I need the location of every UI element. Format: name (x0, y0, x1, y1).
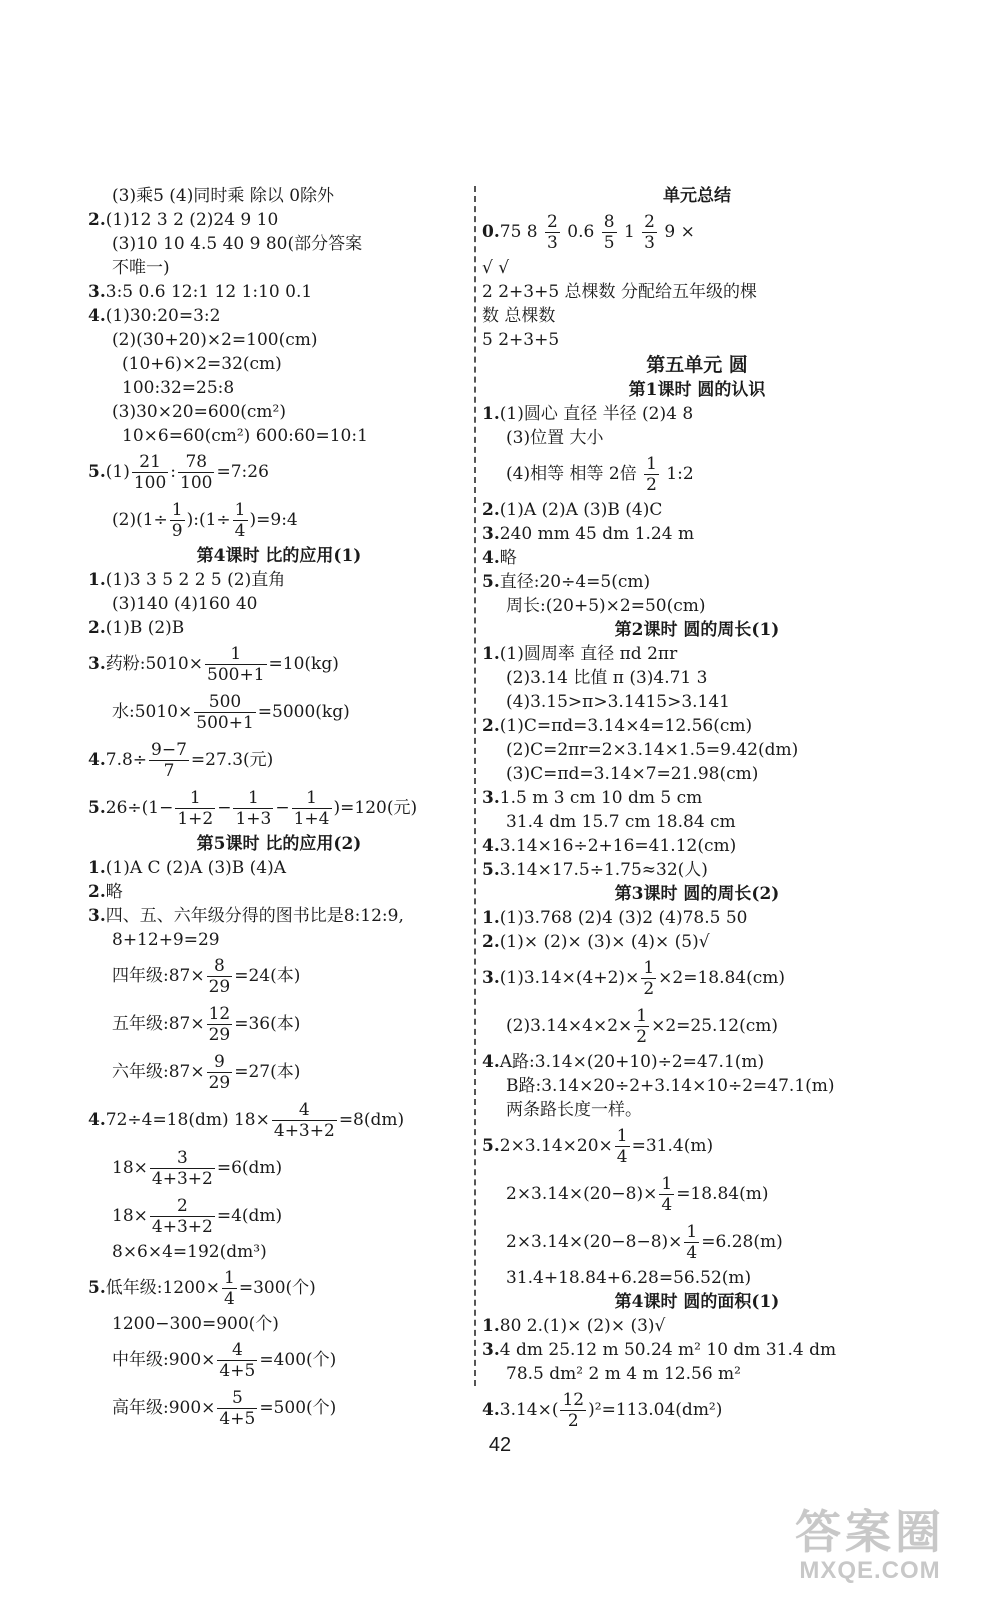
answer-line: 不唯一) (112, 258, 170, 278)
item-number: 0. (482, 222, 500, 242)
answer-line (88, 736, 470, 784)
fraction (644, 454, 659, 495)
answer-line: 2.(1)12 3 2 (2)24 9 10 (88, 210, 279, 230)
numerator: 9 (207, 1052, 233, 1073)
text: =6(dm) (216, 1158, 283, 1178)
item-number: 4. (88, 750, 106, 770)
item-number: 1. (482, 1316, 500, 1336)
text: 4.3.14×( (482, 1400, 559, 1420)
denominator: 100 (180, 473, 213, 493)
answer-line: 78.5 dm² 2 m 4 m 12.56 m² (506, 1364, 741, 1384)
fraction (560, 1390, 586, 1431)
fraction (149, 740, 189, 781)
page-number: 42 (488, 1434, 512, 1456)
text: ×2=25.12(cm) (651, 1016, 779, 1036)
answer-line: 4.3.14×16÷2+16=41.12(cm) (482, 836, 737, 856)
answer-line: 3.4 dm 25.12 m 50.24 m² 10 dm 31.4 dm (482, 1340, 837, 1360)
text: )=120(元) (333, 798, 418, 818)
text: ×2=18.84(cm) (658, 968, 786, 988)
denominator: 1+2 (177, 809, 214, 829)
item-number: 1. (482, 404, 500, 424)
answer-line: 3.四、五、六年级分得的图书比是8:12:9, (88, 906, 404, 926)
numerator: 1 (636, 1006, 648, 1026)
answer-line: B路:3.14×20÷2+3.14×10÷2=47.1(m) (506, 1076, 835, 1096)
answer-line: 1.(1)3.768 (2)4 (3)2 (4)78.5 50 (482, 908, 748, 928)
denominator: 2 (643, 979, 655, 999)
answer-line: (2)C=2πr=2×3.14×1.5=9.42(dm) (506, 740, 799, 760)
answer-line (88, 1048, 470, 1096)
text: 9 × (664, 222, 695, 242)
numerator: 8 (603, 212, 615, 232)
item-number: 5. (482, 1136, 500, 1156)
answer-line (88, 1384, 470, 1432)
text: =7:26 (216, 462, 269, 482)
text: : (170, 462, 177, 482)
text: (2)(1÷ (112, 510, 168, 530)
answer-line: (2)(30+20)×2=100(cm) (112, 330, 318, 350)
answer-line: 5 2+3+5 (482, 330, 560, 350)
text: 4.72÷4=18(dm) 18× (88, 1110, 270, 1130)
answer-line: 2.(1)A (2)A (3)B (4)C (482, 500, 663, 520)
denominator: 7 (163, 761, 175, 781)
fraction (217, 1340, 257, 1381)
text: 5.低年级:1200× (88, 1278, 220, 1298)
text: 四年级:87× (112, 966, 205, 986)
answer-line: 2 2+3+5 总棵数 分配给五年级的棵 (482, 282, 757, 302)
text: 2×3.14×(20−8−8)× (506, 1232, 683, 1252)
denominator: 2 (646, 475, 657, 495)
answer-line (88, 1264, 470, 1312)
answer-line: 3.1.5 m 3 cm 10 dm 5 cm (482, 788, 703, 808)
denominator: 3 (644, 233, 655, 253)
answer-line: 数 总棵数 (482, 306, 556, 326)
answer-line: (3)C=πd=3.14×7=21.98(cm) (506, 764, 759, 784)
text: =24(本) (234, 966, 301, 986)
denominator: 2 (636, 1027, 648, 1047)
item-number: 4. (482, 548, 500, 568)
denominator: 4+3+2 (151, 1217, 213, 1237)
text: 3.(1)3.14×(4+2)× (482, 968, 640, 988)
numerator: 1 (643, 958, 655, 978)
fraction (170, 500, 185, 541)
item-number: 4. (482, 1400, 500, 1420)
fraction (659, 1174, 674, 1215)
answer-line (88, 688, 470, 736)
answer-line: 1.(1)3 3 5 2 2 5 (2)直角 (88, 570, 286, 590)
text: 1 (623, 222, 635, 242)
answer-line (482, 1386, 912, 1434)
answer-line: 2.略 (88, 882, 123, 902)
denominator: 2 (567, 1411, 579, 1431)
item-number: 1. (482, 644, 500, 664)
text: )²=113.04(dm²) (588, 1400, 723, 1420)
numerator: 1 (205, 644, 267, 665)
item-number: 2. (482, 716, 500, 736)
fraction (178, 452, 214, 493)
denominator: 29 (208, 1025, 231, 1045)
text: =27(本) (234, 1062, 301, 1082)
lesson-heading: 第3课时 圆的周长(2) (614, 884, 780, 904)
denominator: 4+3+2 (273, 1121, 335, 1141)
answer-line (482, 208, 912, 256)
answer-line: (3)30×20=600(cm²) (112, 402, 287, 422)
answer-line: 3.240 mm 45 dm 1.24 m (482, 524, 695, 544)
denominator: 4 (224, 1289, 235, 1309)
denominator: 1+3 (235, 809, 272, 829)
denominator: 1+4 (293, 809, 330, 829)
item-number: 4. (88, 306, 106, 326)
fraction (233, 788, 273, 829)
text: =300(个) (238, 1278, 316, 1298)
item-number: 3. (482, 968, 500, 988)
denominator: 4 (234, 521, 246, 541)
numerator: 1 (171, 500, 183, 520)
answer-line (88, 1000, 470, 1048)
answer-line (482, 1122, 912, 1170)
section-heading: 单元总结 (663, 186, 731, 206)
answer-line: 周长:(20+5)×2=50(cm) (506, 596, 706, 616)
text: 4.7.8÷ (88, 750, 148, 770)
fraction (175, 788, 215, 829)
numerator: 2 (644, 212, 655, 232)
item-number: 3. (482, 524, 500, 544)
answer-line: 4.略 (482, 548, 517, 568)
answer-line: (10+6)×2=32(cm) (122, 354, 282, 374)
fraction (292, 788, 332, 829)
numerator: 3 (150, 1148, 215, 1169)
numerator: 1 (233, 788, 273, 809)
text: − (217, 798, 232, 818)
answer-line: (2)3.14 比值 π (3)4.71 3 (506, 668, 708, 688)
denominator: 5 (603, 233, 615, 253)
answer-line: (3)乘5 (4)同时乘 除以 0除外 (112, 186, 335, 206)
answer-line: 100:32=25:8 (122, 378, 235, 398)
watermark-logo (760, 1506, 980, 1588)
numerator: 500 (194, 692, 256, 713)
item-number: 2. (482, 932, 500, 952)
answer-line (88, 1336, 470, 1384)
fraction (132, 452, 168, 493)
text: =8(dm) (338, 1110, 405, 1130)
denominator: 4 (616, 1147, 628, 1167)
text: 0.75 8 (482, 222, 538, 242)
numerator: 12 (208, 1004, 231, 1024)
fraction (205, 644, 267, 685)
lesson-heading: 第1课时 圆的认识 (628, 380, 766, 400)
answer-line: (3)140 (4)160 40 (112, 594, 258, 614)
answer-line (88, 448, 470, 496)
answer-line: 4.A路:3.14×(20+10)÷2=47.1(m) (482, 1052, 765, 1072)
item-number: 2. (88, 882, 106, 902)
answer-line: 8+12+9=29 (112, 930, 220, 950)
denominator: 100 (133, 473, 167, 493)
answer-line: 4.(1)30:20=3:2 (88, 306, 221, 326)
denominator: 4+5 (219, 1361, 256, 1381)
fraction (207, 1052, 233, 1093)
answer-line (482, 1170, 912, 1218)
numerator: 1 (616, 1126, 628, 1146)
left-column (88, 184, 470, 1432)
numerator: 78 (178, 452, 214, 473)
numerator: 1 (646, 454, 657, 474)
numerator: 2 (547, 212, 558, 232)
item-number: 5. (88, 798, 106, 818)
lesson-heading: 第4课时 圆的面积(1) (614, 1292, 780, 1312)
text: ):(1÷ (186, 510, 231, 530)
numerator: 1 (224, 1268, 235, 1288)
answer-line: 1.(1)圆周率 直径 πd 2πr (482, 644, 678, 664)
item-number: 1. (88, 858, 106, 878)
numerator: 4 (217, 1340, 257, 1361)
numerator: 1 (686, 1222, 698, 1242)
fraction (217, 1388, 257, 1429)
text: =500(个) (259, 1398, 337, 1418)
item-number: 3. (482, 788, 500, 808)
answer-line: 10×6=60(cm²) 600:60=10:1 (122, 426, 368, 446)
text: − (275, 798, 290, 818)
answer-line (88, 640, 470, 688)
text: 高年级:900× (112, 1398, 216, 1418)
numerator: 2 (150, 1196, 215, 1217)
answer-line: 两条路长度一样。 (506, 1100, 642, 1120)
text: 中年级:900× (112, 1350, 216, 1370)
lesson-heading: 第4课时 比的应用(1) (196, 546, 362, 566)
fraction (545, 212, 560, 253)
numerator: 1 (661, 1174, 673, 1194)
item-number: 5. (88, 462, 106, 482)
answer-line: (3)位置 大小 (506, 428, 604, 448)
item-number: 3. (88, 654, 106, 674)
text: =18.84(m) (676, 1184, 769, 1204)
item-number: 1. (88, 570, 106, 590)
column-divider (474, 186, 476, 1386)
text: 1:2 (666, 464, 694, 484)
item-number: 5. (88, 1278, 106, 1298)
answer-line: 5.直径:20÷4=5(cm) (482, 572, 651, 592)
numerator: 5 (217, 1388, 257, 1409)
fraction (150, 1148, 215, 1189)
text: =27.3(元) (190, 750, 274, 770)
denominator: 500+1 (196, 713, 254, 733)
numerator: 8 (207, 956, 233, 977)
item-number: 3. (88, 906, 106, 926)
text: 水:5010× (112, 702, 193, 722)
fraction (207, 956, 233, 997)
fraction (233, 500, 248, 541)
lesson-heading: 第2课时 圆的周长(1) (614, 620, 780, 640)
answer-line: 1.(1)圆心 直径 半径 (2)4 8 (482, 404, 694, 424)
answer-line (88, 1144, 470, 1192)
unit-heading: 第五单元 圆 (646, 354, 748, 376)
item-number: 2. (88, 618, 106, 638)
numerator: 1 (175, 788, 215, 809)
answer-line: 1200−300=900(个) (112, 1314, 279, 1334)
text: =36(本) (234, 1014, 301, 1034)
fraction (207, 1004, 233, 1045)
denominator: 29 (208, 1073, 231, 1093)
answer-line: 3.3:5 0.6 12:1 12 1:10 0.1 (88, 282, 313, 302)
numerator: 4 (272, 1100, 337, 1121)
answer-line (482, 954, 912, 1002)
fraction (684, 1222, 699, 1263)
answer-line: 1.(1)A C (2)A (3)B (4)A (88, 858, 287, 878)
item-number: 5. (482, 860, 500, 880)
numerator: 1 (234, 500, 246, 520)
watermark-top: 答案圈 (795, 1506, 945, 1558)
fraction (602, 212, 617, 253)
answer-line (482, 1002, 912, 1050)
right-column (482, 184, 912, 1434)
text: 3.药粉:5010× (88, 654, 203, 674)
answer-line (88, 1096, 470, 1144)
denominator: 9 (171, 521, 183, 541)
answer-line (88, 952, 470, 1000)
text: 5.26÷(1− (88, 798, 174, 818)
item-number: 5. (482, 572, 500, 592)
fraction (222, 1268, 237, 1309)
item-number: 1. (482, 908, 500, 928)
item-number: 2. (482, 500, 500, 520)
text: =5000(kg) (257, 702, 350, 722)
text: 0.6 (567, 222, 595, 242)
text: =6.28(m) (701, 1232, 783, 1252)
text: 2×3.14×(20−8)× (506, 1184, 658, 1204)
denominator: 3 (547, 233, 558, 253)
watermark-bottom: MXQE.COM (799, 1557, 941, 1584)
denominator: 500+1 (207, 665, 265, 685)
answer-line: 5.3.14×17.5÷1.75≈32(人) (482, 860, 708, 880)
denominator: 29 (208, 977, 231, 997)
answer-line: 31.4 dm 15.7 cm 18.84 cm (506, 812, 736, 832)
item-number: 3. (88, 282, 106, 302)
answer-line: 2.(1)B (2)B (88, 618, 185, 638)
text: 18× (112, 1206, 148, 1226)
fraction (642, 212, 657, 253)
fraction (150, 1196, 215, 1237)
item-number: 3. (482, 1340, 500, 1360)
answer-line (482, 450, 912, 498)
answer-line (88, 784, 470, 832)
text: =10(kg) (268, 654, 339, 674)
text: 5.(1) (88, 462, 130, 482)
fraction (634, 1006, 649, 1047)
denominator: 4 (661, 1195, 673, 1215)
text: 六年级:87× (112, 1062, 205, 1082)
text: (4)相等 相等 2倍 (506, 464, 637, 484)
fraction (272, 1100, 337, 1141)
answer-line: √ √ (482, 258, 510, 278)
item-number: 4. (482, 1052, 500, 1072)
text: 18× (112, 1158, 148, 1178)
text: =4(dm) (216, 1206, 283, 1226)
fraction (194, 692, 256, 733)
fraction (615, 1126, 630, 1167)
answer-line: 2.(1)C=πd=3.14×4=12.56(cm) (482, 716, 753, 736)
denominator: 4+3+2 (151, 1169, 213, 1189)
fraction (641, 958, 656, 999)
item-number: 4. (482, 836, 500, 856)
item-number: 4. (88, 1110, 106, 1130)
answer-line (482, 1218, 912, 1266)
text: )=9:4 (249, 510, 298, 530)
text: 五年级:87× (112, 1014, 205, 1034)
numerator: 21 (132, 452, 168, 473)
text: 5.2×3.14×20× (482, 1136, 613, 1156)
numerator: 1 (292, 788, 332, 809)
numerator: 9−7 (151, 740, 187, 760)
answer-line: (3)10 10 4.5 40 9 80(部分答案 (112, 234, 363, 254)
denominator: 4 (686, 1243, 698, 1263)
answer-line (88, 1192, 470, 1240)
item-number: 2. (88, 210, 106, 230)
denominator: 4+5 (219, 1409, 256, 1429)
answer-line: 1.80 2.(1)× (2)× (3)√ (482, 1316, 666, 1336)
lesson-heading: 第5课时 比的应用(2) (196, 834, 362, 854)
answer-line: 8×6×4=192(dm³) (112, 1242, 267, 1262)
answer-line: (4)3.15>π>3.1415>3.141 (506, 692, 730, 712)
text: =31.4(m) (631, 1136, 714, 1156)
answer-line (88, 496, 470, 544)
text: (2)3.14×4×2× (506, 1016, 633, 1036)
numerator: 12 (562, 1390, 585, 1410)
answer-line: 2.(1)× (2)× (3)× (4)× (5)√ (482, 932, 710, 952)
text: =400(个) (259, 1350, 337, 1370)
answer-line: 31.4+18.84+6.28=56.52(m) (506, 1268, 752, 1288)
